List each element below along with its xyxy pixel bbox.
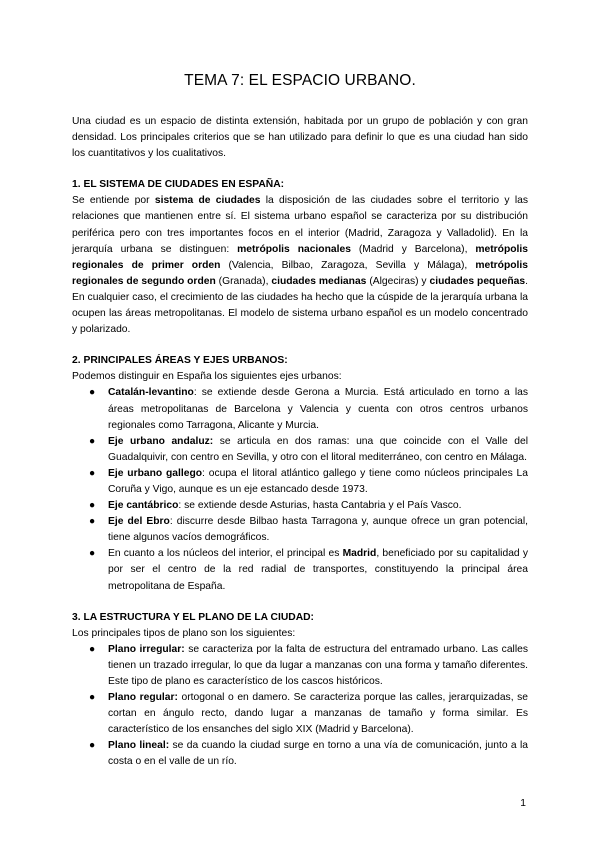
bullet-icon: ● (89, 435, 96, 447)
section-heading: 2. PRINCIPALES ÁREAS Y EJES URBANOS: (72, 355, 288, 367)
list-item: ● Plano regular: ortogonal o en damero. Se caracteriza porque las calles, jerarquizadas, se cortan en ángulo recto, dando lugar a manzanas de tamaño y forma similar. Es característico de los ensanches del siglo XIX (Madrid y Barcelona). (89, 692, 529, 736)
bullet-icon: ● (89, 643, 96, 655)
bullet-icon: ● (89, 516, 96, 528)
list-item: ● Eje urbano andaluz: se articula en dos ramas: una que coincide con el Valle del Guadalquivir, con centro en Sevilla, y otro con el litoral mediterráneo, con centro en Málaga. (89, 435, 528, 463)
page-title: TEMA 7: EL ESPACIO URBANO. (184, 72, 416, 89)
ejes-list (72, 385, 528, 594)
intro-paragraph: Una ciudad es un espacio de distinta extensión, habitada por un grupo de población y con gran densidad. Los principales criterios que se han utilizado para definir lo que es una ciudad han sido los cuantitativos y los cualitativos. (72, 116, 528, 160)
list-item: ● Catalán-levantino: se extiende desde Gerona a Murcia. Está articulado en torno a las áreas metropolitanas de Barcelona y Valencia y cuenta con otros centros urbanos regionales como Tarragona, Alicante y Murcia. (89, 387, 528, 431)
section-lead: Podemos distinguir en España los siguientes ejes urbanos: (72, 371, 342, 383)
list-item: ● En cuanto a los núcleos del interior, el principal es Madrid, beneficiado por su capitalidad y por ser el centro de la red radial de transportes, constituyendo la principal área metropolitana de España. (89, 548, 528, 592)
bullet-icon: ● (89, 548, 96, 560)
page-number: 1 (520, 798, 526, 809)
bullet-icon: ● (89, 387, 96, 399)
list-item: ● Eje cantábrico: se extiende desde Asturias, hasta Cantabria y el País Vasco. (72, 498, 528, 514)
section-paragraph: Se entiende por sistema de ciudades la disposición de las ciudades sobre el territorio y las relaciones que mantienen entre sí. El sistema urbano español se caracteriza por su distribución periférica pero con tres importantes focos en el interior (Madrid, Zaragoza y Valladolid). En la jerarquía urbana se distinguen: metrópolis nacionales (Madrid y Barcelona), metrópolis regionales de primer orden (Valencia, Bilbao, Zaragoza, Sevilla y Málaga), metrópolis regionales de segundo orden (Granada), ciudades medianas (Algeciras) y ciudades pequeñas. En cualquier caso, el crecimiento de las ciudades ha hecho que la cúspide de la jerarquía urbana la ocupen las áreas metropolitanas. El modelo de sistema urbano español es un modelo concentrado y polarizado. (72, 195, 528, 336)
list-item: ● Eje del Ebro: discurre desde Bilbao hasta Tarragona y, aunque ofrece un gran potencial, tiene algunos vacíos demográficos. (89, 516, 528, 544)
section-sistema-ciudades (72, 177, 528, 338)
list-item: ● Plano lineal: se da cuando la ciudad surge en torno a una vía de comunicación, junto a la costa o en el valle de un río. (89, 740, 529, 768)
bullet-icon: ● (89, 692, 96, 704)
planos-list (72, 642, 528, 771)
document-page (72, 72, 528, 786)
section-heading: 1. EL SISTEMA DE CIUDADES EN ESPAÑA: (72, 179, 285, 191)
bullet-icon: ● (89, 740, 96, 752)
list-item: ● Plano irregular: se caracteriza por la falta de estructura del entramado urbano. Las calles tienen un trazado irregular, lo que da lugar a manzanas con una forma y tamaño diferentes. Este tipo de plano es característico de los cascos históricos. (89, 643, 528, 687)
section-areas-ejes (72, 353, 528, 594)
section-heading: 3. LA ESTRUCTURA Y EL PLANO DE LA CIUDAD: (72, 611, 314, 623)
bullet-icon: ● (89, 467, 96, 479)
bullet-icon: ● (89, 500, 96, 512)
section-lead: Los principales tipos de plano son los siguientes: (72, 627, 296, 639)
list-item: ● Eje urbano gallego: ocupa el litoral atlántico gallego y tiene como núcleos principales La Coruña y Vigo, aunque es un eje estancado desde 1973. (89, 467, 528, 495)
section-estructura-plano (72, 610, 528, 771)
